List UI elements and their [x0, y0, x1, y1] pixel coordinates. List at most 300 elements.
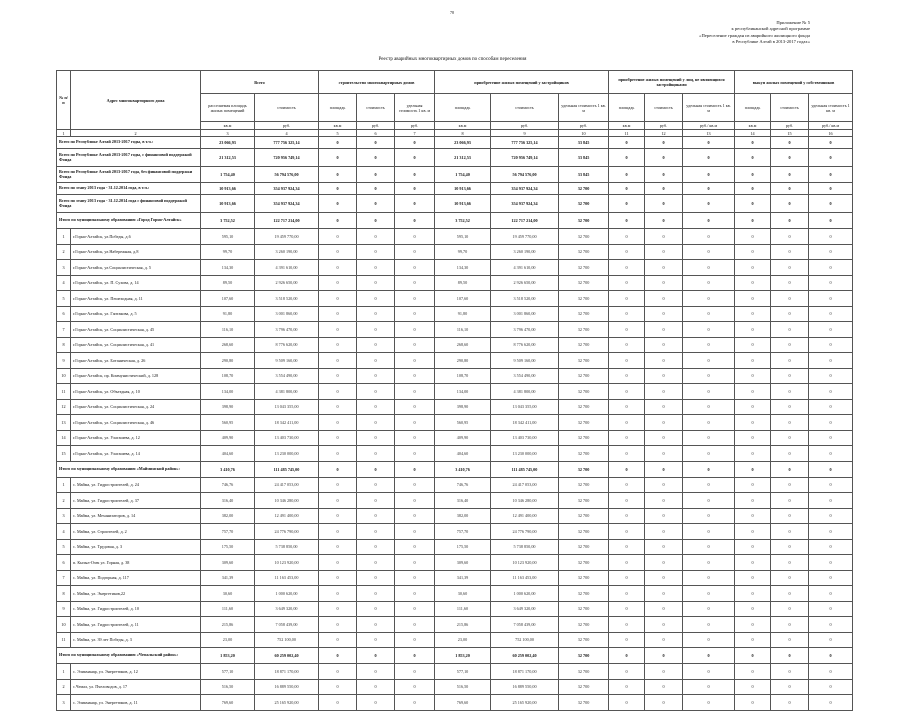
row-value: 0 — [645, 695, 683, 711]
row-value: 0 — [771, 229, 809, 245]
col-num-header: № п/п — [57, 71, 71, 130]
table-row — [57, 353, 853, 369]
group-value: 122 717 214,00 — [491, 213, 559, 229]
row-value: 0 — [357, 384, 395, 400]
row-number: 4 — [57, 275, 71, 291]
row-value: 0 — [319, 260, 357, 276]
row-value: 0 — [357, 353, 395, 369]
row-number: 1 — [57, 664, 71, 680]
unit-header: руб. — [559, 122, 609, 130]
row-value: 32 700 — [559, 399, 609, 415]
registry-table — [56, 70, 853, 711]
table-row — [57, 306, 853, 322]
row-value: 32 700 — [559, 664, 609, 680]
total-value: 21 312,53 — [435, 149, 491, 167]
row-value: 32 700 — [559, 679, 609, 695]
row-value: 18 871 170,00 — [491, 664, 559, 680]
row-value: 0 — [809, 306, 853, 322]
group-value: 0 — [683, 648, 735, 664]
row-value: 25 165 920,00 — [491, 695, 559, 711]
row-value: 30,60 — [201, 586, 255, 602]
row-value: 0 — [645, 664, 683, 680]
row-value: 290,80 — [435, 353, 491, 369]
row-value: 32 700 — [559, 337, 609, 353]
row-value: 107,60 — [435, 291, 491, 307]
column-number: 1 — [57, 130, 71, 137]
table-row — [57, 368, 853, 384]
sub-header: удельная стоимость 1 кв. м — [809, 94, 853, 122]
row-value: 0 — [645, 493, 683, 509]
table-row — [57, 446, 853, 462]
row-value: 11 163 453,00 — [255, 570, 319, 586]
total-value: 354 937 924,34 — [491, 195, 559, 213]
group-value: 0 — [609, 461, 645, 477]
row-value: 0 — [645, 337, 683, 353]
table-row — [57, 524, 853, 540]
row-value: 0 — [771, 508, 809, 524]
table-row — [57, 664, 853, 680]
row-value: 24 776 790,00 — [255, 524, 319, 540]
row-number: 8 — [57, 586, 71, 602]
row-number: 2 — [57, 679, 71, 695]
total-value: 354 937 924,34 — [255, 195, 319, 213]
column-number: 12 — [645, 130, 683, 137]
row-value: 25 165 920,00 — [255, 695, 319, 711]
total-value: 56 794 576,00 — [255, 167, 319, 183]
row-value: 0 — [645, 430, 683, 446]
total-value: 0 — [645, 137, 683, 149]
row-value: 0 — [319, 601, 357, 617]
row-value: 0 — [319, 555, 357, 571]
row-value: 0 — [683, 477, 735, 493]
col-construction-header: строительство многоквартирных домов — [319, 71, 435, 94]
row-address: п. Кызыл-Озек ул. Горная, д. 38 — [71, 555, 201, 571]
row-value: 0 — [735, 586, 771, 602]
total-value: 0 — [683, 137, 735, 149]
row-value: 0 — [357, 539, 395, 555]
total-value: 777 756 325,14 — [255, 137, 319, 149]
row-value: 0 — [809, 555, 853, 571]
row-value: 0 — [771, 353, 809, 369]
row-value: 341,39 — [435, 570, 491, 586]
row-value: 24 776 790,00 — [491, 524, 559, 540]
total-value: 0 — [683, 183, 735, 195]
row-value: 0 — [771, 586, 809, 602]
column-number: 9 — [491, 130, 559, 137]
row-value: 0 — [683, 368, 735, 384]
group-value: 3 752,52 — [435, 213, 491, 229]
row-value: 0 — [319, 570, 357, 586]
row-value: 0 — [357, 415, 395, 431]
row-value: 3 518 520,00 — [255, 291, 319, 307]
table-row — [57, 601, 853, 617]
row-value: 0 — [395, 493, 435, 509]
row-value: 0 — [735, 477, 771, 493]
group-value: 0 — [645, 213, 683, 229]
column-number: 10 — [559, 130, 609, 137]
row-value: 0 — [735, 384, 771, 400]
group-value: 0 — [319, 461, 357, 477]
row-value: 32 700 — [559, 555, 609, 571]
row-address: с. Эликманар, ул. Энергетиков, д. 11 — [71, 695, 201, 711]
row-value: 0 — [357, 617, 395, 633]
total-value: 10 913,66 — [201, 195, 255, 213]
row-value: 32 700 — [559, 586, 609, 602]
row-value: 7 058 439,00 — [255, 617, 319, 633]
row-value: 0 — [735, 664, 771, 680]
row-value: 32 700 — [559, 353, 609, 369]
group-value: 0 — [735, 213, 771, 229]
row-value: 0 — [319, 399, 357, 415]
table-header — [57, 71, 853, 137]
row-value: 0 — [645, 399, 683, 415]
row-value: 0 — [809, 493, 853, 509]
total-value: 0 — [395, 137, 435, 149]
row-value: 0 — [395, 446, 435, 462]
total-value: 0 — [609, 137, 645, 149]
row-value: 1 000 620,00 — [491, 586, 559, 602]
row-value: 0 — [319, 275, 357, 291]
row-value: 19 459 770,00 — [491, 229, 559, 245]
row-value: 0 — [395, 384, 435, 400]
total-value: 0 — [357, 137, 395, 149]
row-value: 0 — [645, 291, 683, 307]
row-value: 0 — [357, 570, 395, 586]
row-value: 0 — [395, 555, 435, 571]
row-value: 3 260 190,00 — [491, 244, 559, 260]
row-value: 0 — [395, 508, 435, 524]
row-address: с. Майма, ул. Гидростроителей, д. 11 — [71, 617, 201, 633]
row-address: г.Горно-Алтайск, ул.Социалистическая, д. 5 — [71, 260, 201, 276]
row-value: 0 — [395, 632, 435, 648]
row-number: 15 — [57, 446, 71, 462]
row-value: 0 — [395, 524, 435, 540]
total-label: Всего по Республике Алтай 2013-2017 года, без финансовой поддержки Фонда — [57, 167, 201, 183]
row-value: 0 — [609, 415, 645, 431]
row-value: 32 700 — [559, 508, 609, 524]
row-value: 0 — [645, 539, 683, 555]
row-value: 99,70 — [435, 244, 491, 260]
row-value: 409,90 — [435, 430, 491, 446]
group-label: Итого по муниципальному образованию «Майминский район»: — [57, 461, 201, 477]
row-value: 0 — [683, 695, 735, 711]
row-value: 0 — [645, 229, 683, 245]
row-value: 4 391 610,00 — [255, 260, 319, 276]
group-total-row — [57, 213, 853, 229]
group-value: 0 — [683, 461, 735, 477]
group-value: 0 — [771, 648, 809, 664]
row-number: 1 — [57, 477, 71, 493]
row-value: 91,80 — [201, 306, 255, 322]
table-row — [57, 493, 853, 509]
row-value: 0 — [645, 586, 683, 602]
row-value: 0 — [735, 446, 771, 462]
row-value: 577,10 — [435, 664, 491, 680]
total-label: Всего по этапу 2013 года - 31.12.2014 года, в т.ч.: — [57, 183, 201, 195]
row-value: 0 — [809, 477, 853, 493]
total-value: 0 — [395, 195, 435, 213]
row-value: 32 700 — [559, 229, 609, 245]
row-address: с.Чемал, ул. Пчеловодов, д. 17 — [71, 679, 201, 695]
row-number: 6 — [57, 306, 71, 322]
row-value: 0 — [771, 695, 809, 711]
column-number: 2 — [71, 130, 201, 137]
row-value: 4 381 800,00 — [255, 384, 319, 400]
total-value: 0 — [357, 149, 395, 167]
row-value: 32 700 — [559, 275, 609, 291]
row-address: г.Горно-Алтайск, ул. Пешеходная, д. 11 — [71, 291, 201, 307]
row-value: 32 700 — [559, 322, 609, 338]
row-value: 9 509 160,00 — [255, 353, 319, 369]
row-value: 0 — [319, 368, 357, 384]
row-value: 0 — [809, 601, 853, 617]
sub-header: расселяемая площадь жилых помещений — [201, 94, 255, 122]
row-value: 0 — [609, 306, 645, 322]
row-value: 13 043 355,00 — [255, 399, 319, 415]
total-value: 1 754,40 — [201, 167, 255, 183]
row-value: 0 — [735, 353, 771, 369]
row-value: 0 — [735, 570, 771, 586]
row-value: 0 — [771, 322, 809, 338]
row-value: 0 — [319, 632, 357, 648]
group-value: 32 700 — [559, 213, 609, 229]
row-value: 0 — [683, 353, 735, 369]
total-value: 0 — [357, 195, 395, 213]
total-value: 0 — [735, 167, 771, 183]
column-number: 16 — [809, 130, 853, 137]
row-address: г.Горно-Алтайск, ул.Набережная, д.8 — [71, 244, 201, 260]
row-value: 0 — [319, 586, 357, 602]
row-value: 0 — [357, 664, 395, 680]
total-value: 0 — [645, 167, 683, 183]
row-value: 0 — [609, 555, 645, 571]
row-value: 0 — [683, 244, 735, 260]
row-value: 0 — [683, 384, 735, 400]
row-value: 32 700 — [559, 632, 609, 648]
row-value: 404,60 — [435, 446, 491, 462]
row-value: 0 — [809, 664, 853, 680]
row-value: 111,60 — [201, 601, 255, 617]
group-value: 0 — [357, 213, 395, 229]
col-address-header: Адрес многоквартирного дома — [71, 71, 201, 130]
total-label: Всего по Республике Алтай 2013-2017 годы, в т.ч.: — [57, 137, 201, 149]
sub-header: стоимость — [357, 94, 395, 122]
row-value: 0 — [735, 337, 771, 353]
column-number: 3 — [201, 130, 255, 137]
group-value: 0 — [395, 461, 435, 477]
row-value: 0 — [683, 570, 735, 586]
row-value: 10 123 920,00 — [255, 555, 319, 571]
row-value: 0 — [771, 244, 809, 260]
row-value: 516,50 — [435, 679, 491, 695]
column-number: 6 — [357, 130, 395, 137]
row-value: 32 700 — [559, 493, 609, 509]
row-value: 32 700 — [559, 415, 609, 431]
total-value: 0 — [683, 195, 735, 213]
row-value: 0 — [357, 306, 395, 322]
total-value: 32 700 — [559, 195, 609, 213]
row-value: 215,86 — [201, 617, 255, 633]
row-number: 3 — [57, 508, 71, 524]
sub-header: стоимость — [491, 94, 559, 122]
row-value: 516,50 — [201, 679, 255, 695]
row-value: 0 — [809, 384, 853, 400]
row-value: 89,50 — [435, 275, 491, 291]
total-value: 10 913,66 — [435, 195, 491, 213]
row-value: 19 459 770,00 — [255, 229, 319, 245]
row-value: 0 — [395, 337, 435, 353]
row-value: 3 001 860,00 — [255, 306, 319, 322]
row-value: 32 700 — [559, 291, 609, 307]
row-value: 175,50 — [201, 539, 255, 555]
row-value: 0 — [357, 632, 395, 648]
row-value: 0 — [809, 570, 853, 586]
row-value: 0 — [357, 322, 395, 338]
table-row — [57, 539, 853, 555]
row-value: 0 — [771, 275, 809, 291]
group-value: 0 — [645, 648, 683, 664]
row-value: 18 342 411,00 — [255, 415, 319, 431]
row-number: 1 — [57, 229, 71, 245]
row-value: 0 — [357, 493, 395, 509]
row-value: 134,30 — [201, 260, 255, 276]
row-value: 10 346 280,00 — [255, 493, 319, 509]
total-value: 720 956 749,14 — [255, 149, 319, 167]
total-value: 23 066,93 — [201, 137, 255, 149]
row-value: 0 — [771, 555, 809, 571]
row-address: с. Майма, ул. Гидростроителей, д. 10 — [71, 601, 201, 617]
total-value: 0 — [771, 149, 809, 167]
row-value: 134,30 — [435, 260, 491, 276]
row-value: 0 — [609, 322, 645, 338]
row-value: 0 — [395, 601, 435, 617]
group-value: 0 — [683, 213, 735, 229]
row-value: 16 889 550,00 — [491, 679, 559, 695]
row-number: 12 — [57, 399, 71, 415]
row-value: 0 — [683, 260, 735, 276]
row-value: 0 — [357, 601, 395, 617]
row-value: 0 — [771, 368, 809, 384]
total-value: 0 — [319, 167, 357, 183]
row-value: 0 — [395, 306, 435, 322]
annex-line: Приложение № 5 — [776, 20, 810, 25]
unit-header: руб./ кв.м — [809, 122, 853, 130]
row-value: 0 — [809, 695, 853, 711]
group-value: 32 700 — [559, 648, 609, 664]
total-value: 0 — [609, 149, 645, 167]
row-value: 0 — [319, 664, 357, 680]
total-value: 56 794 576,00 — [491, 167, 559, 183]
row-address: г.Горно-Алтайск, ул. Социалистическая, д. 46 — [71, 415, 201, 431]
row-number: 6 — [57, 555, 71, 571]
row-value: 0 — [645, 415, 683, 431]
row-value: 0 — [645, 632, 683, 648]
row-value: 4 391 610,00 — [491, 260, 559, 276]
row-value: 0 — [735, 524, 771, 540]
table-row — [57, 244, 853, 260]
row-value: 409,90 — [201, 430, 255, 446]
row-value: 268,60 — [435, 337, 491, 353]
row-value: 577,10 — [201, 664, 255, 680]
row-address: с. Майма, ул. Энергетиков,22 — [71, 586, 201, 602]
row-value: 0 — [357, 229, 395, 245]
total-value: 0 — [735, 137, 771, 149]
row-value: 0 — [645, 368, 683, 384]
row-value: 0 — [357, 586, 395, 602]
row-value: 0 — [357, 275, 395, 291]
row-value: 32 700 — [559, 430, 609, 446]
total-value: 0 — [609, 195, 645, 213]
row-value: 0 — [683, 632, 735, 648]
column-number: 11 — [609, 130, 645, 137]
row-value: 746,76 — [435, 477, 491, 493]
row-number: 10 — [57, 617, 71, 633]
group-value: 3 410,76 — [201, 461, 255, 477]
total-value: 0 — [357, 183, 395, 195]
row-value: 0 — [771, 291, 809, 307]
row-value: 0 — [771, 446, 809, 462]
row-value: 3 518 520,00 — [491, 291, 559, 307]
row-value: 0 — [609, 539, 645, 555]
column-number: 8 — [435, 130, 491, 137]
total-value: 21 312,53 — [201, 149, 255, 167]
group-label: Итого по муниципальному образованию «Чемальский район»: — [57, 648, 201, 664]
row-address: с. Майма, ул. Подгорная, д. 117 — [71, 570, 201, 586]
row-value: 0 — [735, 399, 771, 415]
row-value: 382,00 — [201, 508, 255, 524]
row-value: 91,80 — [435, 306, 491, 322]
sub-header: площадь — [319, 94, 357, 122]
group-label: Итого по муниципальному образованию «Город Горно-Алтайск» — [57, 213, 201, 229]
row-value: 0 — [645, 601, 683, 617]
table-row — [57, 275, 853, 291]
row-address: г.Горно-Алтайск, ул. Социалистическая, д. 24 — [71, 399, 201, 415]
row-value: 0 — [735, 306, 771, 322]
row-value: 0 — [609, 570, 645, 586]
row-number: 5 — [57, 539, 71, 555]
row-value: 0 — [771, 617, 809, 633]
row-value: 0 — [771, 679, 809, 695]
row-value: 12 491 400,00 — [255, 508, 319, 524]
row-value: 268,60 — [201, 337, 255, 353]
row-value: 10 123 920,00 — [491, 555, 559, 571]
group-value: 60 259 002,40 — [255, 648, 319, 664]
row-value: 134,00 — [435, 384, 491, 400]
row-value: 0 — [395, 291, 435, 307]
row-value: 0 — [809, 430, 853, 446]
row-value: 0 — [609, 586, 645, 602]
row-value: 0 — [609, 229, 645, 245]
row-value: 0 — [319, 415, 357, 431]
row-value: 0 — [395, 617, 435, 633]
group-value: 111 485 745,00 — [491, 461, 559, 477]
row-value: 309,60 — [435, 555, 491, 571]
group-value: 0 — [319, 213, 357, 229]
row-value: 0 — [735, 244, 771, 260]
total-value: 0 — [809, 183, 853, 195]
unit-header: руб. — [395, 122, 435, 130]
total-value: 0 — [609, 183, 645, 195]
row-value: 0 — [645, 679, 683, 695]
total-label: Всего по этапу 2013 года - 31.12.2014 года с финансовой поддержкой Фонда — [57, 195, 201, 213]
row-value: 3 260 190,00 — [255, 244, 319, 260]
unit-header: кв.м — [201, 122, 255, 130]
row-value: 0 — [319, 337, 357, 353]
row-number: 11 — [57, 632, 71, 648]
row-value: 0 — [395, 477, 435, 493]
row-value: 0 — [683, 291, 735, 307]
row-value: 0 — [683, 679, 735, 695]
